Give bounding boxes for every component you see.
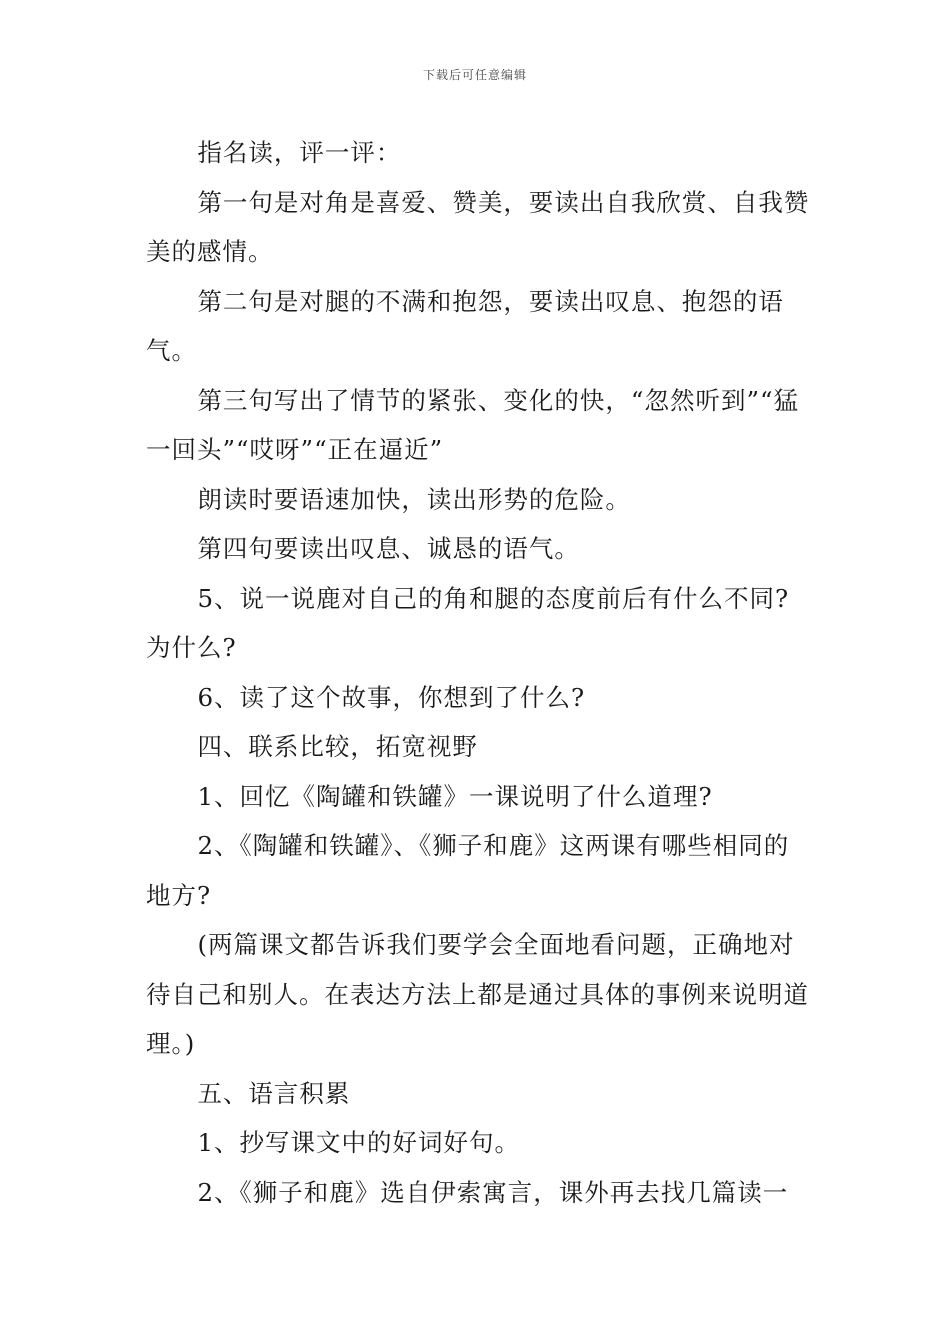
- section-4-answer: (两篇课文都告诉我们要学会全面地看问题，正确地对待自己和别人。在表达方法上都是通过具体的事例来说明道理。): [146, 930, 809, 1058]
- paragraph-sentence-3: 第三句写出了情节的紧张、变化的快，“忽然听到”“猛一回头”“哎呀”“正在逼近”: [146, 385, 800, 464]
- section-4-item-2: 2、《陶罐和铁罐》、《狮子和鹿》这两课有哪些相同的地方?: [146, 831, 790, 910]
- question-5: 5、说一说鹿对自己的角和腿的态度前后有什么不同?为什么?: [146, 583, 790, 662]
- paragraph-sentence-1: 第一句是对角是喜爱、赞美，要读出自我欣赏、自我赞美的感情。: [146, 187, 810, 266]
- paragraph-sentence-2: 第二句是对腿的不满和抱怨，要读出叹息、抱怨的语气。: [146, 286, 784, 365]
- section-heading-5: 五、语言积累: [197, 1078, 351, 1108]
- paragraph-sentence-4: 第四句要读出叹息、诚恳的语气。: [197, 534, 580, 563]
- question-6: 6、读了这个故事，你想到了什么?: [197, 682, 586, 712]
- section-5-item-2: 2、《狮子和鹿》选自伊索寓言，课外再去找几篇读一: [197, 1177, 789, 1207]
- document-body: [146, 128, 811, 1217]
- section-4-item-1: 1、回忆《陶罐和铁罐》一课说明了什么道理?: [197, 781, 713, 811]
- section-5-item-1: 1、抄写课文中的好词好句。: [197, 1128, 521, 1157]
- paragraph-instruction: 指名读，评一评：: [197, 138, 402, 167]
- section-heading-4: 四、联系比较，拓宽视野: [197, 732, 478, 761]
- page-header: 下载后可任意编辑: [422, 68, 527, 82]
- paragraph-reading-pace: 朗读时要语速加快，读出形势的危险。: [197, 484, 631, 514]
